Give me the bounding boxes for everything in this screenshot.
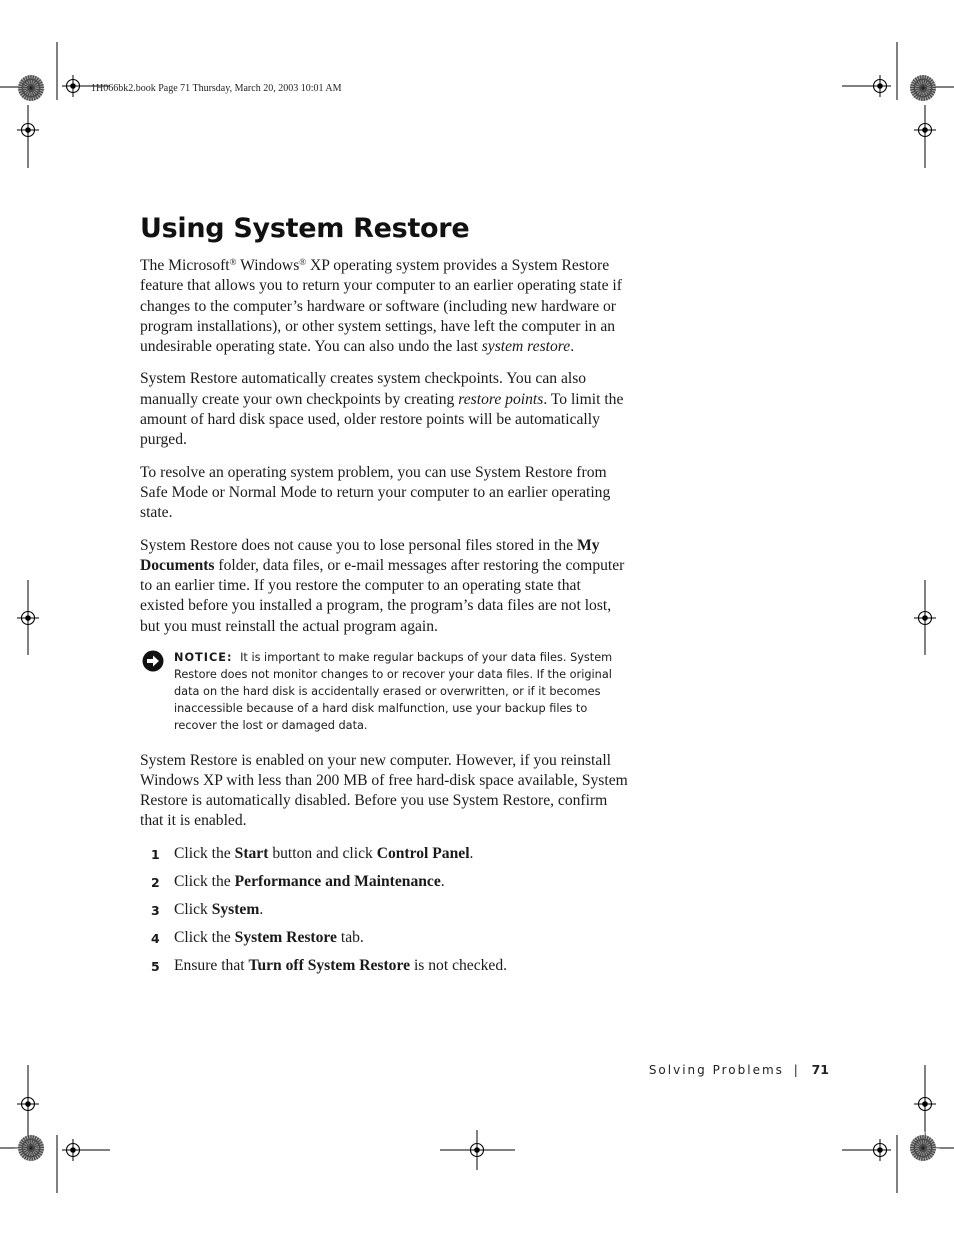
registered-mark: ® xyxy=(299,257,307,267)
checkpoints-paragraph: System Restore automatically creates system checkpoints. You can also manually create your own checkpoints by creating restore points. To limit the amount of hard disk space used, older restore points will be automatically purged. xyxy=(140,370,624,449)
resolve-paragraph: To resolve an operating system problem, you can use System Restore from Safe Mode or Normal Mode to return your computer to an earlier operating state. xyxy=(140,463,611,522)
step-item: 5 Ensure that Turn off System Restore is not checked. xyxy=(140,956,628,976)
notice-label: NOTICE: xyxy=(174,651,233,665)
step-number: 2 xyxy=(151,874,160,890)
step-item: 3 Click System. xyxy=(140,900,628,920)
step-item: 4 Click the System Restore tab. xyxy=(140,928,628,948)
step-item: 1 Click the Start button and click Control Panel. xyxy=(140,844,628,864)
notice-arrow-icon xyxy=(142,650,164,672)
intro-paragraph: The Microsoft® Windows® XP operating system provides a System Restore feature that allows you to return your computer to an earlier operating state if changes to the computer’s hardware or software (including new hardware or program installations), or other system settings, have left the computer in an undesirable operating state. You can also undo the last system restore. xyxy=(140,257,622,356)
footer-section-title: Solving Problems xyxy=(648,1063,784,1077)
enabled-paragraph: System Restore is enabled on your new computer. However, if you reinstall Windows XP with less than 200 MB of free hard-disk space available, System Restore is automatically disabled. Before you use System Restore, confirm that it is enabled. xyxy=(140,751,628,830)
step-item: 2 Click the Performance and Maintenance. xyxy=(140,872,628,892)
notice-text: It is important to make regular backups of your data files. System Restore does not monitor changes to or recover your data files. If the original data on the hard disk is accidentally erased or overwritten, or if it becomes inaccessible because of a hard disk malfunction, use your backup files to recover the lost or damaged data. xyxy=(174,651,613,733)
step-number: 4 xyxy=(151,930,160,946)
body-content xyxy=(140,256,628,984)
page-number: 71 xyxy=(811,1062,829,1077)
page-footer xyxy=(649,1062,829,1077)
personal-files-paragraph: System Restore does not cause you to lose personal files stored in the My Documents folder, data files, or e-mail messages after restoring the computer to an earlier time. If you restore the computer to an operating state that existed before you installed a program, the program’s data files are not lost, but you must reinstall the actual program again. xyxy=(140,536,625,635)
print-slug-line: 1H066bk2.book Page 71 Thursday, March 20, 2003 10:01 AM xyxy=(91,83,342,94)
footer-separator: | xyxy=(793,1063,798,1077)
registered-mark: ® xyxy=(229,257,237,267)
step-number: 3 xyxy=(151,902,160,918)
step-number: 5 xyxy=(151,958,160,974)
page-title: Using System Restore xyxy=(140,213,470,244)
steps-list xyxy=(140,844,628,976)
notice-box xyxy=(140,649,628,734)
step-number: 1 xyxy=(151,846,160,862)
